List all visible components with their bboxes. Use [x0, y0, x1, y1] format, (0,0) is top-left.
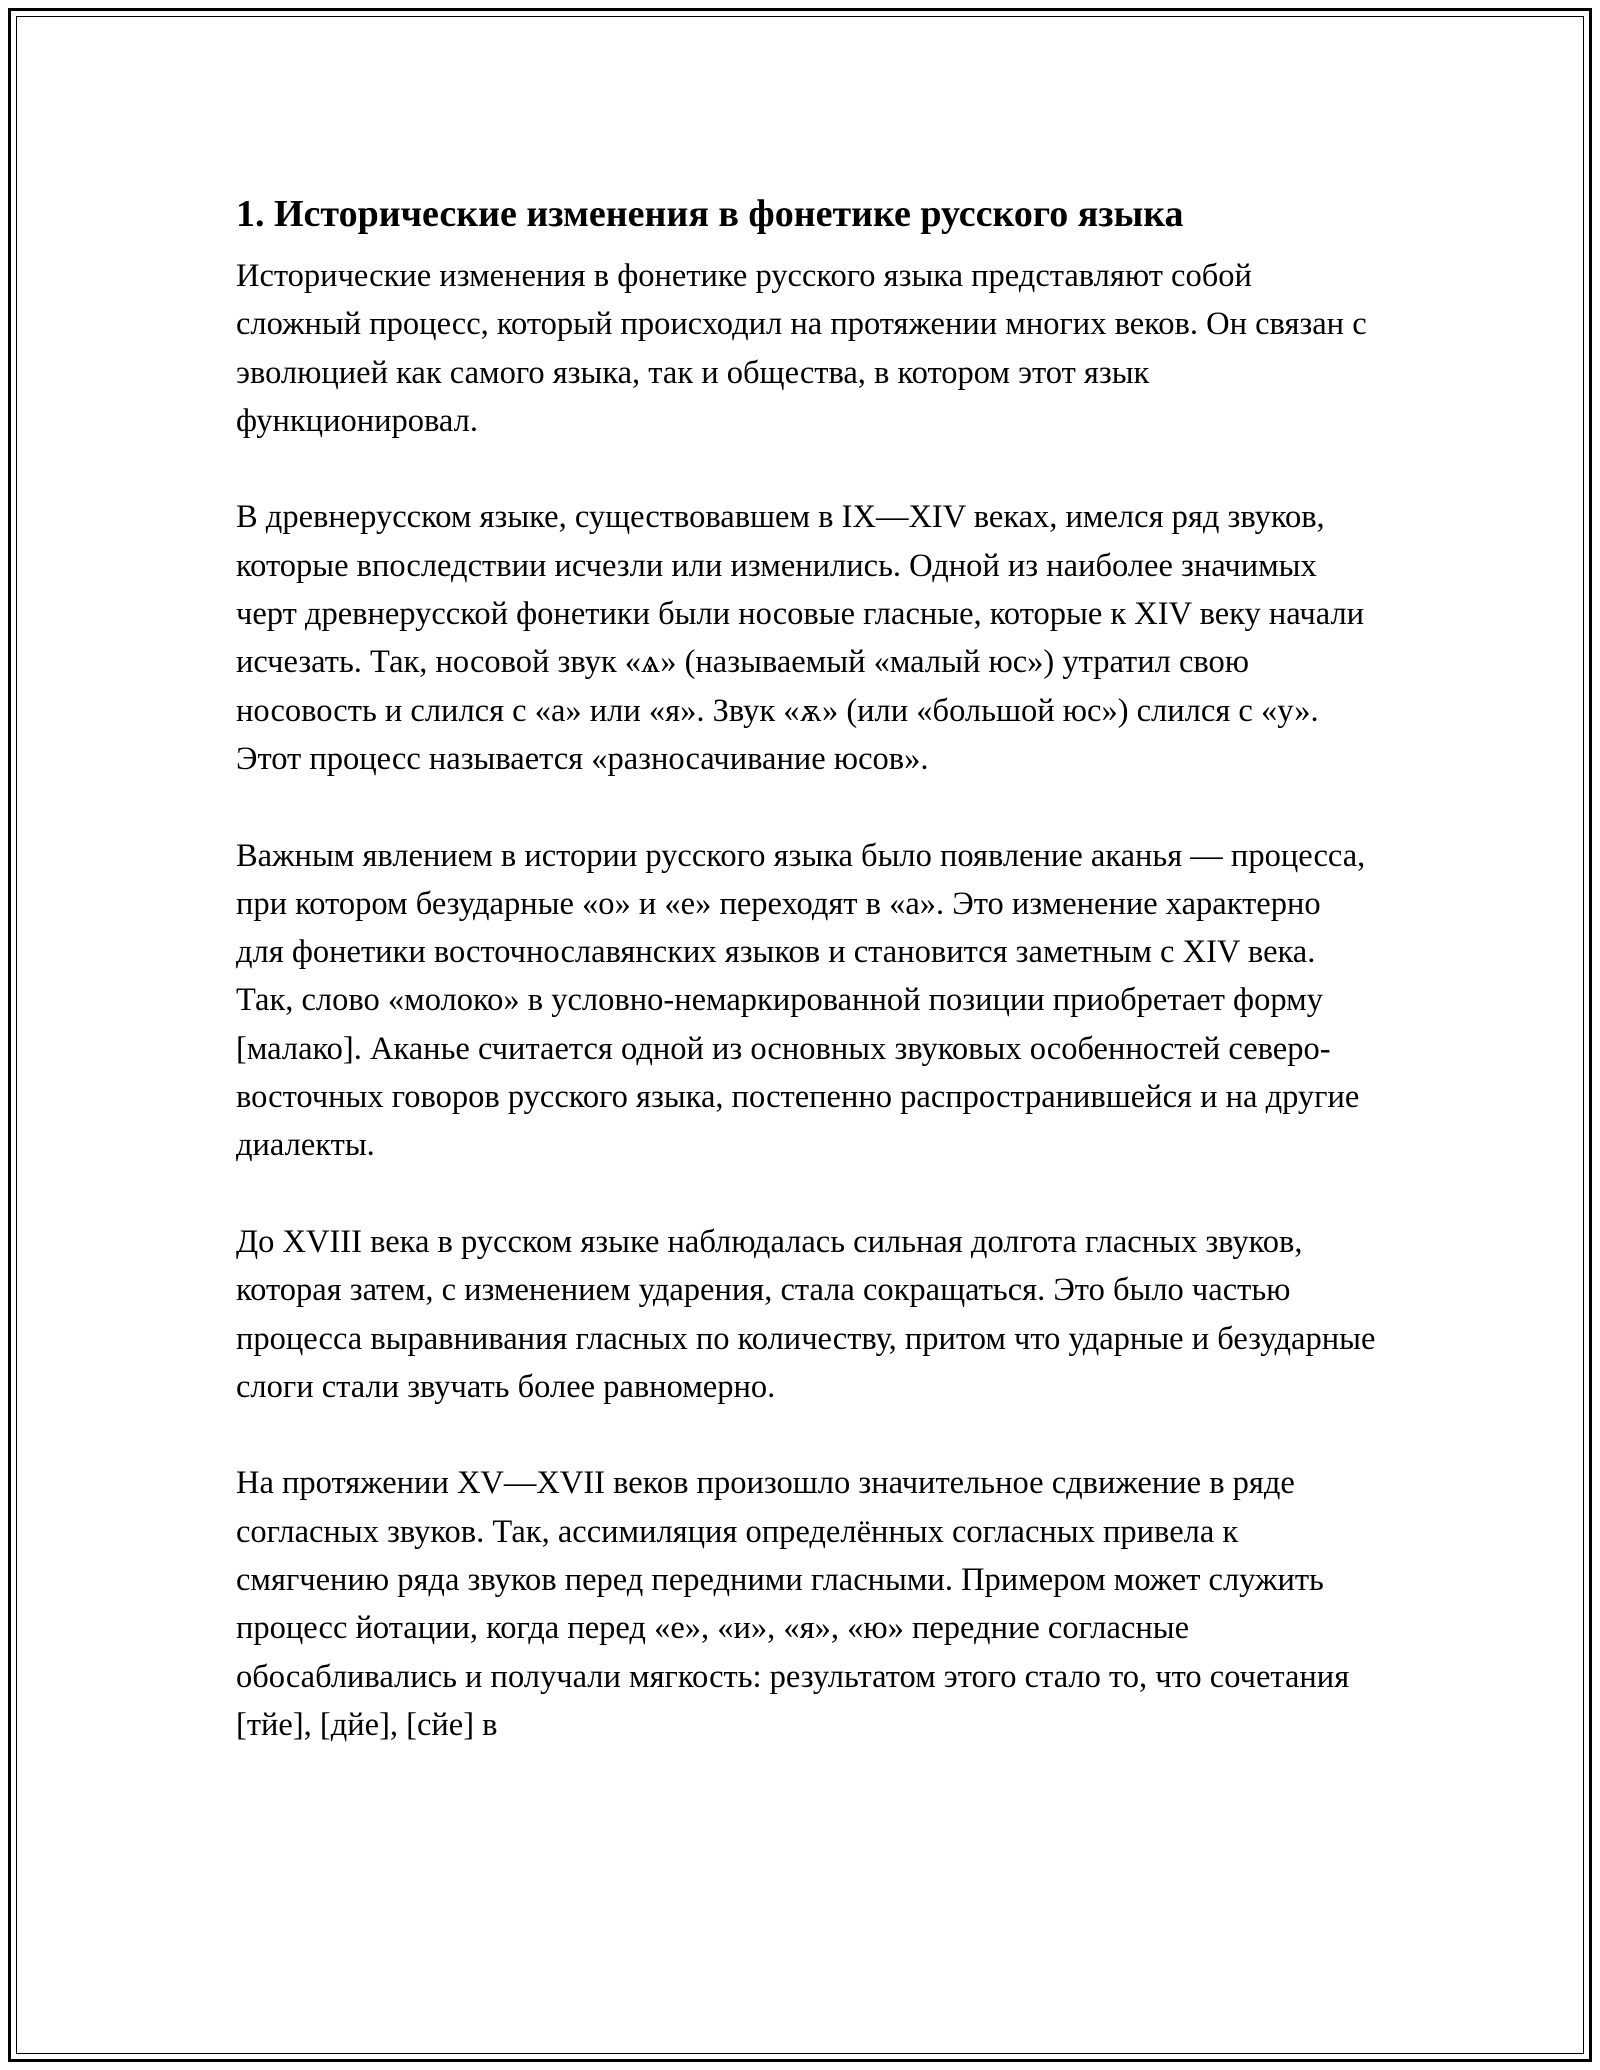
paragraph-vowel-length: До XVIII века в русском языке наблюдалась сильная долгота гласных звуков, которая затем, с изменением ударения, стала сокращаться. Это было частью процесса выравнивания гласных по количеству, притом что ударные и безударные слоги стали звучать более равномерно.	[236, 1223, 1376, 1405]
paragraph-consonant-shift: На протяжении XV—XVII веков произошло значительное сдвижение в ряде согласных звуков. Так, ассимиляция определённых согласных привела к смягчению ряда звуков перед передними гласными. Примером может служить процесс йотации, когда перед «е», «и», «я», «ю» передние согласные обосабливались и получали мягкость: результатом этого стало то, что сочетания [тйе], [дйе], [сйе] в	[236, 1465, 1350, 1743]
paragraph-akanye: Важным явлением в истории русского языка было появление аканья — процесса, при котором безударные «о» и «е» переходят в «а». Это изменение характерно для фонетики восточнославянских языков и становится заметным с XIV века. Так, слово «молоко» в условно-немаркированной позиции приобретает форму [малако]. Аканье считается одной из основных звуковых особенностей северо-восточных говоров русского языка, постепенно распространившейся и на другие диалекты.	[236, 837, 1366, 1164]
paragraph-intro: Исторические изменения в фонетике русского языка представляют собой сложный процесс, который происходил на протяжении многих веков. Он связан с эволюцией как самого языка, так и общества, в котором этот язык функционировал.	[236, 258, 1367, 439]
section-heading: 1. Исторические изменения в фонетике русского языка	[236, 193, 1184, 235]
document-body	[236, 186, 1376, 1749]
paragraph-old-russian-nasals: В древнерусском языке, существовавшем в IX—XIV веках, имелся ряд звуков, которые впоследствии исчезли или изменились. Одной из наиболее значимых черт древнерусской фонетики были носовые гласные, которые к XIV веку начали исчезать. Так, носовой звук «ѧ» (называемый «малый юс») утратил свою носовость и слился с «а» или «я». Звук «ѫ» (или «большой юс») слился с «у». Этот процесс называется «разносачивание юсов».	[236, 499, 1365, 777]
